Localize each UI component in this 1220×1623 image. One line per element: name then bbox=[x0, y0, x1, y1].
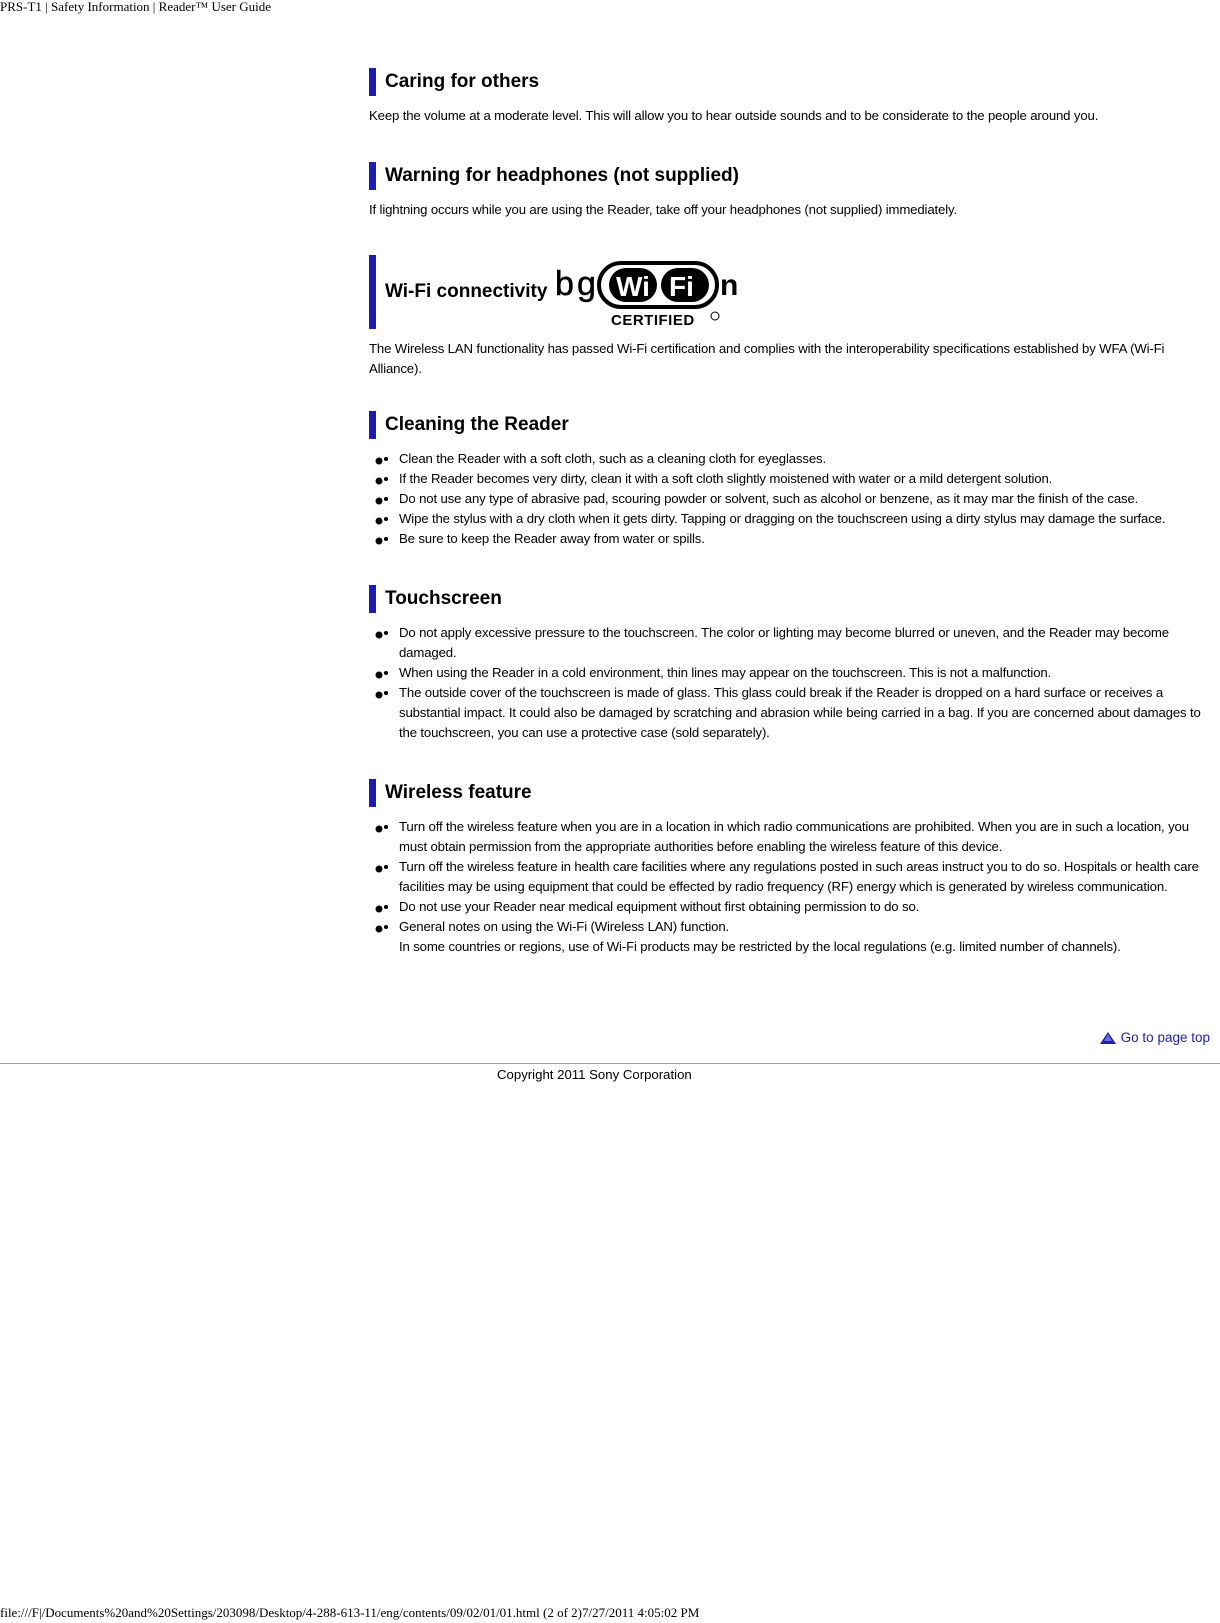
list-item bbox=[369, 897, 1211, 917]
bullet-icon bbox=[375, 904, 389, 913]
section-caring-for-others bbox=[369, 68, 1211, 126]
wifi-logo-fi: Fi bbox=[669, 271, 695, 302]
go-to-page-top-link[interactable] bbox=[1099, 1030, 1210, 1045]
section-heading-wifi bbox=[369, 255, 1211, 329]
list-item-text: Be sure to keep the Reader away from water or spills. bbox=[399, 531, 705, 546]
bullet-icon bbox=[375, 630, 389, 639]
up-arrow-icon bbox=[1099, 1031, 1117, 1045]
list-item bbox=[369, 509, 1211, 529]
wifi-logo-certified: CERTIFIED bbox=[611, 312, 696, 329]
wifi-certified-logo bbox=[553, 255, 739, 329]
section-paragraph: If lightning occurs while you are using the Reader, take off your headphones (not supplied) immediately. bbox=[369, 202, 957, 217]
list-item-text: Turn off the wireless feature when you are in a location in which radio communications are prohibited. When you are in such a location, you must obtain permission from the appropriate authorities before enabling the wireless feature of this device. bbox=[399, 819, 1189, 854]
list-item bbox=[369, 857, 1211, 897]
list-item bbox=[369, 489, 1211, 509]
bullet-icon bbox=[375, 864, 389, 873]
list-item bbox=[369, 469, 1211, 489]
list-item-text: Clean the Reader with a soft cloth, such as a cleaning cloth for eyeglasses. bbox=[399, 451, 826, 466]
section-paragraph: The Wireless LAN functionality has passed Wi-Fi certification and complies with the interoperability specifications established by WFA (Wi-Fi Alliance). bbox=[369, 341, 1165, 376]
list-item bbox=[369, 663, 1211, 683]
section-paragraph: Keep the volume at a moderate level. This will allow you to hear outside sounds and to be considerate to the people around you. bbox=[369, 108, 1099, 123]
wifi-logo-b: b bbox=[555, 265, 575, 303]
list-item-text: The outside cover of the touchscreen is made of glass. This glass could break if the Reader is dropped on a hard surface or receives a substantial impact. It could also be damaged by scratching and abrasion while being carried in a bag. If you are concerned about damages to the touchscreen, you can use a protective case (sold separately). bbox=[399, 685, 1201, 740]
bullet-icon bbox=[375, 476, 389, 485]
bullet-list bbox=[369, 449, 1211, 549]
list-item bbox=[369, 623, 1211, 663]
go-to-page-top-label: Go to page top bbox=[1120, 1030, 1210, 1045]
section-heading: Touchscreen bbox=[369, 585, 1211, 613]
list-item-text: Do not apply excessive pressure to the touchscreen. The color or lighting may become blurred or uneven, and the Reader may become damaged. bbox=[399, 625, 1169, 660]
list-item bbox=[369, 917, 1211, 957]
print-header: PRS-T1 | Safety Information | Reader™ User Guide bbox=[0, 0, 272, 14]
section-wifi-connectivity bbox=[369, 255, 1211, 379]
main-content bbox=[369, 68, 1211, 957]
footer-divider bbox=[0, 1063, 1220, 1064]
bullet-icon bbox=[375, 536, 389, 545]
list-item bbox=[369, 449, 1211, 469]
bullet-icon bbox=[375, 516, 389, 525]
section-heading-text: Wi-Fi connectivity bbox=[385, 281, 548, 302]
section-cleaning-reader bbox=[369, 411, 1211, 549]
bullet-icon bbox=[375, 824, 389, 833]
list-item-text: When using the Reader in a cold environment, thin lines may appear on the touchscreen. This is not a malfunction. bbox=[399, 665, 1052, 680]
print-footer: file:///F|/Documents%20and%20Settings/203098/Desktop/4-288-613-11/eng/contents/09/02/01/01.html (2 of 2)7/27/2011 4:05:02 PM bbox=[0, 1605, 700, 1620]
copyright: Copyright 2011 Sony Corporation bbox=[497, 1067, 692, 1082]
list-item bbox=[369, 529, 1211, 549]
wifi-logo-wi: Wi bbox=[616, 271, 651, 302]
bullet-icon bbox=[375, 496, 389, 505]
list-item-text: Do not use your Reader near medical equipment without first obtaining permission to do so. bbox=[399, 899, 920, 914]
bullet-icon bbox=[375, 690, 389, 699]
bullet-list bbox=[369, 623, 1211, 743]
section-heading: Caring for others bbox=[369, 68, 1211, 96]
section-heading: Wireless feature bbox=[369, 779, 1211, 807]
list-item-text: General notes on using the Wi-Fi (Wireless LAN) function. bbox=[399, 919, 730, 934]
list-item-text: Do not use any type of abrasive pad, scouring powder or solvent, such as alcohol or benzene, as it may mar the finish of the case. bbox=[399, 491, 1139, 506]
wifi-logo-g: g bbox=[577, 265, 597, 303]
list-item-text: If the Reader becomes very dirty, clean it with a soft cloth slightly moistened with water or a mild detergent solution. bbox=[399, 471, 1053, 486]
list-item-text: Turn off the wireless feature in health care facilities where any regulations posted in such areas instruct you to do so. Hospitals or health care facilities may be using equipment that could be effected by radio frequency (RF) energy which is generated by wireless communication. bbox=[399, 859, 1199, 894]
section-heading: Cleaning the Reader bbox=[369, 411, 1211, 439]
list-item bbox=[369, 683, 1211, 743]
list-item bbox=[369, 817, 1211, 857]
bullet-icon bbox=[375, 456, 389, 465]
wifi-logo-n: n bbox=[720, 269, 739, 302]
section-touchscreen bbox=[369, 585, 1211, 743]
bullet-icon bbox=[375, 924, 389, 933]
bullet-icon bbox=[375, 670, 389, 679]
section-wireless-feature bbox=[369, 779, 1211, 957]
list-item-subtext: In some countries or regions, use of Wi-Fi products may be restricted by the local regulations (e.g. limited number of channels). bbox=[399, 939, 1121, 954]
section-heading: Warning for headphones (not supplied) bbox=[369, 162, 1211, 190]
bullet-list bbox=[369, 817, 1211, 957]
section-headphones-warning bbox=[369, 162, 1211, 220]
list-item-text: Wipe the stylus with a dry cloth when it gets dirty. Tapping or dragging on the touchscreen using a dirty stylus may damage the surface. bbox=[399, 511, 1166, 526]
